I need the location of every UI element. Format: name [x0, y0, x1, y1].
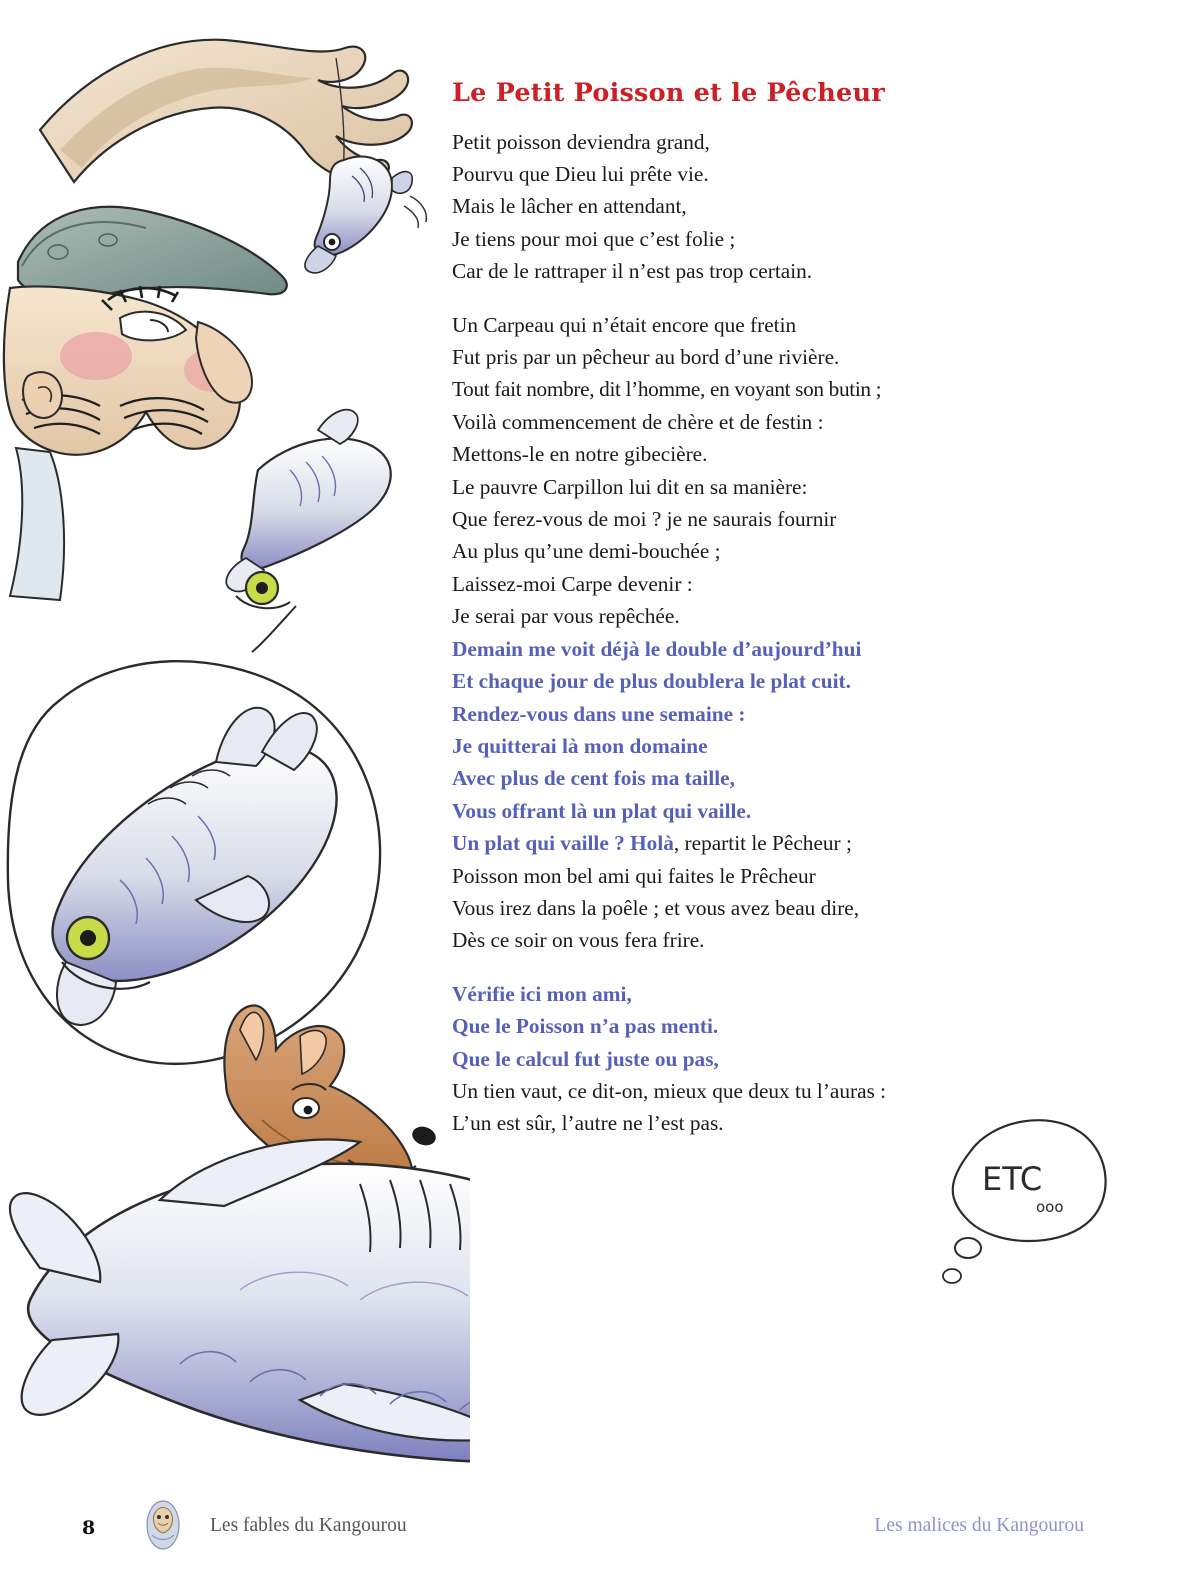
poem-line: Que ferez-vous de moi ? je ne saurais fournir	[452, 507, 837, 532]
poem-line: Je serai par vous repêchée.	[452, 604, 680, 629]
poem-line-mixed	[452, 827, 1092, 859]
poem-line: Un Carpeau qui n’était encore que fretin	[452, 312, 797, 337]
footer-right-label: Les malices du Kangourou	[874, 1515, 1084, 1536]
poem-line-highlight: Vérifie ici mon ami,	[452, 981, 632, 1006]
footer-left-label: Les fables du Kangourou	[210, 1515, 407, 1536]
poem-line-highlight: Je quitterai là mon domaine	[452, 733, 708, 758]
poem-line: Petit poisson deviendra grand,	[452, 129, 710, 154]
poem-line: Car de le rattraper il n’est pas trop certain.	[452, 259, 813, 284]
poem-line-highlight: Avec plus de cent fois ma taille,	[452, 766, 735, 791]
arm-shading	[60, 68, 312, 168]
bubble-fish	[52, 708, 336, 1025]
poem-line: Mais le lâcher en attendant,	[452, 194, 687, 219]
poem-line: Dès ce soir on vous fera frire.	[452, 928, 705, 953]
poem-line: Fut pris par un pêcheur au bord d’une rivière.	[452, 345, 840, 370]
page-footer	[0, 1499, 1182, 1559]
poem-line: Laissez-moi Carpe devenir :	[452, 571, 693, 596]
big-fish	[10, 1139, 470, 1462]
poem-line-highlight-part: Un plat qui vaille ? Holà	[452, 831, 674, 856]
fisherman-head	[4, 207, 287, 600]
poem-line: Poisson mon bel ami qui faites le Prêcheur	[452, 863, 816, 888]
mid-fish	[226, 410, 390, 609]
poem-line: Tout fait nombre, dit l’homme, en voyant son butin ;	[452, 377, 882, 402]
poem-line-highlight: Que le calcul fut juste ou pas,	[452, 1046, 719, 1071]
poem-line: Un tien vaut, ce dit-on, mieux que deux tu l’auras :	[452, 1078, 887, 1103]
poem-line-highlight: Et chaque jour de plus doublera le plat cuit.	[452, 669, 851, 694]
stanza-3	[452, 978, 1092, 1140]
fable-illustration	[0, 0, 470, 1480]
fisherman-arm	[40, 40, 412, 182]
stanza-1	[452, 126, 1092, 288]
poem-line: Pourvu que Dieu lui prête vie.	[452, 162, 709, 186]
poem-line-highlight: Que le Poisson n’a pas menti.	[452, 1014, 719, 1039]
small-fish-hanging	[305, 156, 412, 272]
poem-line-highlight: Vous offrant là un plat qui vaille.	[452, 798, 752, 823]
poem-line: Le pauvre Carpillon lui dit en sa manière:	[452, 474, 808, 499]
etc-bubble-text: ETC	[982, 1160, 1043, 1198]
poem-line: Au plus qu’une demi-bouchée ;	[452, 539, 721, 564]
page-number: 8	[82, 1517, 96, 1539]
poem-line: Mettons-le en notre gibecière.	[452, 442, 708, 467]
fox-head	[224, 1006, 438, 1199]
kangourou-logo-icon	[140, 1499, 186, 1551]
poem-column	[452, 78, 1092, 1140]
stanza-2	[452, 309, 1092, 957]
etc-bubble-dots: ooo	[1036, 1198, 1064, 1216]
poem-line: Je tiens pour moi que c’est folie ;	[452, 226, 736, 251]
poem-line: L’un est sûr, l’autre ne l’est pas.	[452, 1111, 724, 1136]
poem-line-plain-part: , repartit le Pêcheur ;	[673, 831, 852, 856]
poem-line: Voilà commencement de chère et de festin :	[452, 409, 824, 434]
poem-line: Vous irez dans la poêle ; et vous avez beau dire,	[452, 895, 860, 920]
poem-line-highlight: Demain me voit déjà le double d’aujourd’hui	[452, 636, 862, 661]
poem-line-highlight: Rendez-vous dans une semaine :	[452, 701, 746, 726]
page-title: Le Petit Poisson et le Pêcheur	[452, 78, 885, 108]
